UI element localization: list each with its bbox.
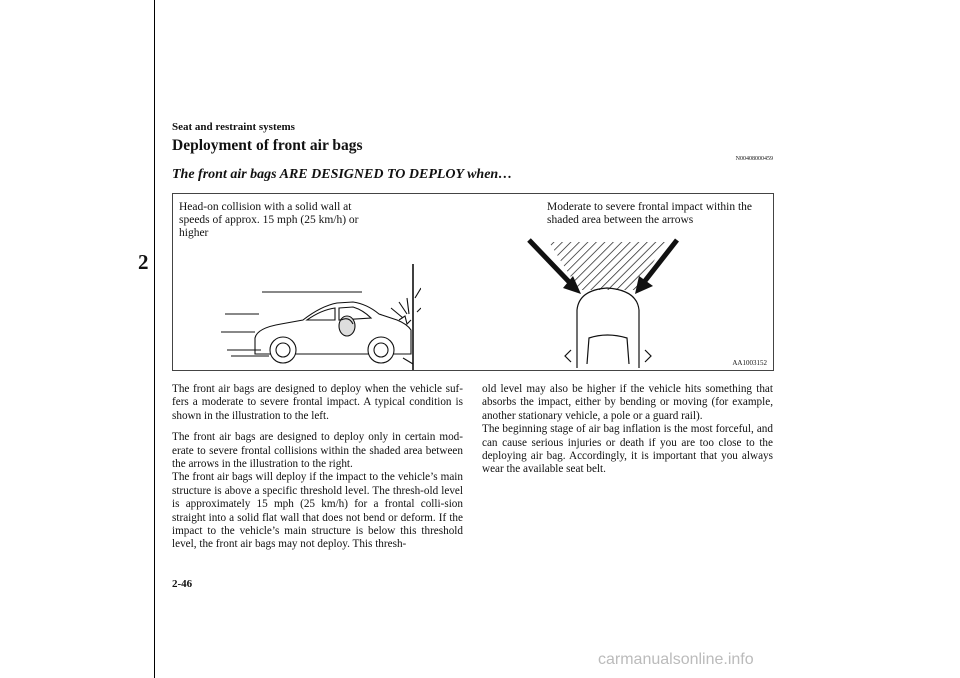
watermark-link[interactable]: carmanualsonline.info: [598, 651, 754, 668]
section-title: Seat and restraint systems: [172, 121, 295, 133]
figure-caption-left: Head-on collision with a solid wall at speeds of approx. 15 mph (25 km/h) or higher: [179, 201, 359, 239]
car-crash-illustration-icon: [221, 258, 421, 370]
body-paragraph: The front air bags will deploy if the impact to the vehicle’s main structure is above a specific threshold level. The thresh-old level is approximately 15 mph (25 km/h) for a frontal colli-sion straight into a solid flat wall that does not bend or deform. If the impact to the vehicle’s main structure is below this threshold level, the front air bags may not deploy. This thresh-: [172, 471, 463, 551]
body-column-right: [482, 383, 773, 485]
chapter-number: 2: [138, 250, 149, 274]
subheading: The front air bags ARE DESIGNED TO DEPLOY when…: [172, 167, 513, 182]
figure-caption-right: Moderate to severe frontal impact within the shaded area between the arrows: [547, 201, 753, 226]
impact-zone-illustration-icon: [515, 238, 685, 372]
body-paragraph: The front air bags are designed to deploy only in certain mod-erate to severe frontal collisions within the shaded area between the arrows in the illustration to the right.: [172, 431, 463, 471]
body-paragraph: The front air bags are designed to deploy when the vehicle suf-fers a moderate to severe frontal impact. A typical condition is shown in the illustration to the left.: [172, 383, 463, 422]
artwork-code: AA1003152: [732, 359, 767, 367]
page-heading: Deployment of front air bags: [172, 137, 363, 154]
page-number: 2-46: [172, 578, 193, 590]
body-column-left: [172, 383, 463, 560]
body-paragraph: The beginning stage of air bag inflation is the most forceful, and can cause serious injuries or death if you are too close to the deploying air bag. Accordingly, it is important that you always wear the available seat belt.: [482, 423, 773, 476]
chapter-side-tab: [0, 0, 155, 678]
illustration-box: [172, 193, 774, 371]
reference-code: N00408000459: [735, 156, 773, 162]
body-paragraph: old level may also be higher if the vehicle hits something that absorbs the impact, either by bending or moving (for example, another stationary vehicle, a pole or a guard rail).: [482, 383, 773, 422]
